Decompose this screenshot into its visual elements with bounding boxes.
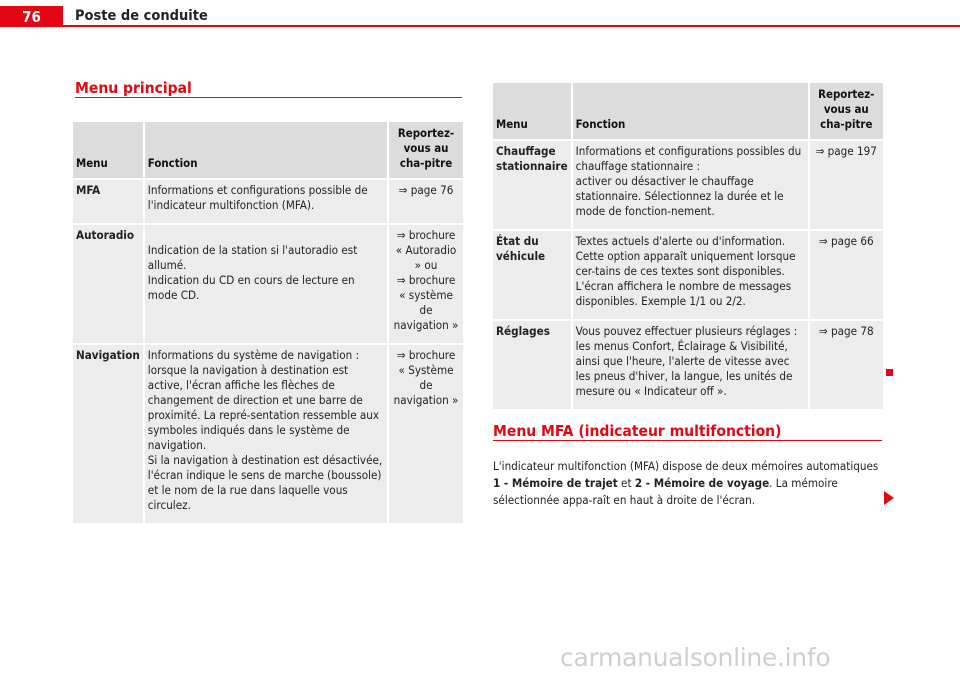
row-fonction: Textes actuels d'alerte ou d'information. Cette option apparaît uniquement lorsque cer-tains de ces textes sont disponibles. L'écran affichera le nombre de messages disponibles. Exemple 1/1 ou 2/2.: [572, 230, 809, 320]
table-row: [493, 320, 883, 409]
row-fonction: Vous pouvez effectuer plusieurs réglages : les menus Confort, Éclairage & Visibilité, ainsi que l'heure, l'alerte de vitesse avec les pneus d'hiver, la langue, les unités de mesure ou « Indicateur off ».: [572, 320, 809, 409]
section-end-marker: [886, 369, 893, 376]
page-title: Poste de conduite: [75, 8, 208, 24]
row-menu: Navigation: [73, 344, 144, 523]
continue-arrow-icon: [884, 491, 894, 505]
table-row: [73, 224, 463, 344]
row-menu: MFA: [73, 179, 144, 224]
col-header-fonction: Fonction: [572, 83, 809, 140]
header-rule: [63, 25, 960, 27]
para-text: . La mémoire sélectionnée appa-raît en haut à droite de l'écran.: [493, 476, 838, 507]
section-title-menu-mfa: Menu MFA (indicateur multifonction): [493, 422, 782, 440]
row-fonction: Informations et configurations possible de l'indicateur multifonction (MFA).: [144, 179, 388, 224]
para-bold-trip-memory: 1 - Mémoire de trajet: [493, 476, 618, 490]
page-header: [0, 0, 960, 27]
col-header-reportez: Reportez-vous au cha-pitre: [809, 83, 883, 140]
row-reference-link[interactable]: ⇒ brochure « Autoradio » ou ⇒ brochure « système de navigation »: [388, 224, 463, 344]
row-reference-link[interactable]: ⇒ page 66: [809, 230, 883, 320]
row-fonction: Informations du système de navigation : lorsque la navigation à destination est active, l'écran affiche les flèches de changement de direction et une barre de proximité. La repré-sentation ressemble aux symboles indiqués dans le système de navigation. Si la navigation à destination est désactivée, l'écran indique le sens de marche (boussole) et le nom de la rue dans laquelle vous circulez.: [144, 344, 388, 523]
table-row: [493, 230, 883, 320]
row-fonction: Informations et configurations possibles du chauffage stationnaire : activer ou désactiver le chauffage stationnaire. Sélectionnez la durée et le mode de fonction-nement.: [572, 140, 809, 230]
row-reference-link[interactable]: ⇒ page 197: [809, 140, 883, 230]
row-fonction: [144, 224, 388, 344]
watermark: carmanualsonline.info: [560, 643, 831, 672]
table-row: [73, 344, 463, 523]
section-title-menu-principal: Menu principal: [75, 79, 192, 97]
page-number: 76: [0, 6, 63, 27]
row-menu: État du véhicule: [493, 230, 572, 320]
menu-table-1: [73, 122, 463, 523]
row-menu: Réglages: [493, 320, 572, 409]
para-text: et: [617, 476, 635, 490]
row-reference-link[interactable]: ⇒ page 76: [388, 179, 463, 224]
row-reference-link[interactable]: ⇒ brochure « Système de navigation »: [388, 344, 463, 523]
table-row: [73, 179, 463, 224]
para-bold-journey-memory: 2 - Mémoire de voyage: [634, 476, 770, 490]
col-header-menu: Menu: [73, 122, 144, 179]
row-menu: Chauffage stationnaire: [493, 140, 572, 230]
table-row: [493, 140, 883, 230]
col-header-fonction: Fonction: [144, 122, 388, 179]
section-rule: [493, 440, 882, 441]
row-reference-link[interactable]: ⇒ page 78: [809, 320, 883, 409]
section-rule: [75, 97, 462, 98]
col-header-reportez: Reportez-vous au cha-pitre: [388, 122, 463, 179]
col-header-menu: Menu: [493, 83, 572, 140]
mfa-paragraph: [493, 458, 885, 509]
para-text: L'indicateur multifonction (MFA) dispose de deux mémoires automatiques: [493, 459, 879, 473]
row-menu: Autoradio: [73, 224, 144, 344]
menu-table-2: [493, 83, 883, 409]
row-fonction-text: Indication de la station si l'autoradio est allumé. Indication du CD en cours de lecture en mode CD.: [147, 243, 358, 302]
